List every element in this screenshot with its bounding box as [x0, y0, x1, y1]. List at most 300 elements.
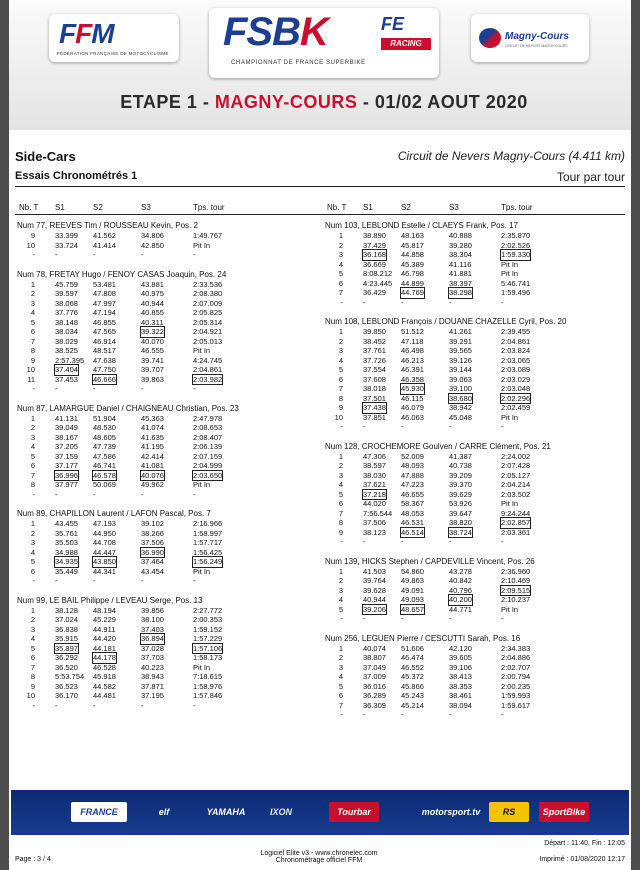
sector-3-cell: 39.741 — [141, 355, 164, 365]
sector-1-cell: 37.608 — [363, 374, 386, 384]
sector-3-cell: 43.454 — [141, 566, 164, 576]
lap-number-cell: 7 — [338, 384, 343, 393]
sector-2-cell: - — [93, 250, 96, 259]
sector-2-cell: 44.858 — [401, 250, 424, 259]
lap-time-cell: 2:03.502 — [501, 489, 531, 499]
sector-2-cell: 44.899 — [401, 278, 424, 288]
lap-number-cell: 4 — [338, 595, 343, 604]
sector-3-cell: 40.076 — [141, 470, 164, 480]
lap-number-cell: 2 — [338, 240, 343, 250]
lap-number-cell: 2 — [338, 461, 343, 470]
sector-1-cell: 39.764 — [363, 576, 386, 585]
lap-number-cell: 4 — [338, 355, 343, 365]
lap-row — [17, 606, 239, 616]
sector-3-cell: 41.881 — [449, 269, 472, 278]
lap-row — [325, 413, 566, 423]
sponsor-logo: Tourbar — [329, 802, 379, 822]
sector-3-cell: - — [449, 614, 452, 623]
lap-time-cell: - — [501, 422, 504, 431]
lap-number-cell: 4 — [338, 672, 343, 681]
ffm-logo: FFM FÉDÉRATION FRANÇAISE DE MOTOCYCLISME — [49, 14, 179, 62]
sector-1-cell: 36.289 — [363, 691, 386, 700]
software-credit: Logiciel Elite v3 - www.chronelec.com Chronométrage officiel FFM — [260, 850, 378, 864]
lap-time-cell: - — [193, 700, 196, 710]
lap-time-cell: 2:03.982 — [193, 374, 223, 384]
sector-1-cell: 5:53.754 — [55, 672, 85, 681]
lap-number-cell: 4 — [30, 634, 35, 643]
sector-3-cell: 39.629 — [449, 489, 472, 499]
lap-row — [325, 509, 566, 519]
sector-1-cell: 44.020 — [363, 499, 386, 508]
sector-3-cell: 40.944 — [141, 298, 164, 308]
sector-3-cell: 38.461 — [449, 691, 472, 700]
lap-time-cell: 2:03.048 — [501, 384, 531, 393]
sector-1-cell: 40.944 — [363, 595, 386, 604]
lap-row — [325, 461, 566, 471]
sector-2-cell: 47.565 — [93, 327, 116, 336]
lap-number-cell: 5 — [338, 489, 343, 499]
sector-1-cell: 37.024 — [55, 615, 78, 624]
lap-number-cell: - — [32, 384, 35, 393]
sector-1-cell: 45.759 — [55, 279, 78, 289]
lap-time-cell: Pit In — [501, 259, 519, 269]
sector-2-cell: 48.657 — [401, 604, 424, 614]
lap-time-cell: 2:04.886 — [501, 653, 531, 662]
sector-3-cell: 38.353 — [449, 681, 472, 691]
sector-1-cell: 38.068 — [55, 298, 78, 308]
lap-row — [325, 260, 566, 270]
lap-number-cell: 7 — [30, 662, 35, 672]
lap-time-cell: 7:18.615 — [193, 672, 223, 681]
lap-row — [17, 384, 239, 394]
lap-time-cell: 1:57.846 — [193, 691, 223, 700]
lap-row — [325, 672, 566, 682]
sector-3-cell: 39.565 — [449, 346, 472, 355]
sector-2-cell: 44.708 — [93, 538, 116, 547]
lap-time-cell: 2:03.361 — [501, 527, 531, 537]
lap-row — [325, 490, 566, 500]
results-column-right — [325, 220, 566, 729]
column-header-sector-3: S3 — [141, 203, 151, 212]
sector-2-cell: 44.181 — [93, 643, 116, 653]
lap-number-cell: 2 — [338, 653, 343, 662]
lap-time-cell: - — [501, 614, 504, 623]
sector-2-cell: 47.194 — [93, 308, 116, 317]
lap-time-cell: 2:47.978 — [193, 413, 223, 423]
lap-row — [325, 691, 566, 701]
lap-number-cell: - — [340, 614, 343, 623]
sector-2-cell: 46.666 — [93, 374, 116, 384]
sponsor-logo: elf — [158, 807, 170, 817]
sector-2-cell: 52.009 — [401, 451, 424, 461]
sponsor-logo: FRANCE — [71, 802, 127, 822]
entry-group — [17, 269, 239, 394]
sponsor-bar — [11, 790, 629, 835]
lap-time-cell: 1:59.152 — [193, 624, 223, 634]
lap-number-cell: 5 — [338, 269, 343, 278]
sector-3-cell: 39.102 — [141, 519, 164, 528]
entry-title: Num 256, LEGUEN Pierre / CESCUTTI Sarah, Pos. 16 — [325, 633, 521, 643]
sector-2-cell: 44.950 — [93, 528, 116, 538]
lap-number-cell: 2 — [30, 615, 35, 624]
sector-3-cell: 40.070 — [141, 336, 164, 346]
lap-time-cell: Pit In — [193, 662, 211, 672]
lap-number-cell: 3 — [338, 585, 343, 595]
report-mode: Tour par tour — [556, 170, 625, 184]
sector-2-cell: - — [93, 576, 96, 585]
lap-row — [325, 365, 566, 375]
sector-1-cell: - — [55, 700, 58, 710]
sector-2-cell: 47.750 — [93, 365, 116, 374]
sector-1-cell: 38.452 — [363, 336, 386, 346]
sector-1-cell: - — [55, 250, 58, 259]
sector-1-cell: 36.168 — [363, 250, 386, 259]
sector-1-cell: 38.123 — [363, 527, 386, 537]
sector-2-cell: 45.243 — [401, 691, 424, 700]
lap-time-cell: 2:10.237 — [501, 595, 531, 604]
sector-2-cell: 46.914 — [93, 336, 116, 346]
sponsor-logo: IXON — [269, 807, 292, 817]
lap-row — [325, 356, 566, 366]
divider — [15, 214, 625, 215]
sector-2-cell: 46.531 — [401, 518, 424, 527]
entry-group — [17, 508, 239, 586]
lap-time-cell: 2:08.407 — [193, 432, 223, 442]
lap-row — [17, 480, 239, 490]
sector-2-cell: 44.420 — [93, 634, 116, 643]
lap-time-cell: 1:57.229 — [193, 634, 223, 643]
lap-number-cell: 1 — [338, 566, 343, 576]
sector-3-cell: 39.370 — [449, 480, 472, 489]
sector-1-cell: 38.525 — [55, 346, 78, 355]
lap-row — [17, 337, 239, 347]
lap-time-cell: 1:57.106 — [193, 643, 223, 653]
entry-title: Num 139, HICKS Stephen / CAPDEVILLE Vincent, Pos. 26 — [325, 556, 535, 566]
lap-number-cell: 7 — [30, 336, 35, 346]
sector-1-cell: 41.503 — [363, 566, 386, 576]
sector-3-cell: 38.304 — [449, 250, 472, 259]
lap-number-cell: 1 — [338, 231, 343, 240]
lap-time-cell: 2:02.707 — [501, 662, 531, 672]
lap-row — [325, 422, 566, 432]
sponsor-logo: motorsport.tv — [421, 807, 481, 817]
sector-1-cell: 37.218 — [363, 489, 386, 499]
lap-number-cell: - — [32, 250, 35, 259]
sector-1-cell: 37.776 — [55, 308, 78, 317]
sector-2-cell: 44.481 — [93, 691, 116, 700]
sector-1-cell: 40.074 — [363, 643, 386, 653]
lap-row — [17, 433, 239, 443]
lap-number-cell: - — [32, 576, 35, 585]
lap-number-cell: 4 — [30, 547, 35, 557]
sector-2-cell: 44.341 — [93, 566, 116, 576]
lap-number-cell: 6 — [338, 374, 343, 384]
lap-number-cell: 1 — [338, 643, 343, 653]
lap-number-cell: 1 — [338, 451, 343, 461]
sector-2-cell: 51.904 — [93, 413, 116, 423]
lap-row — [325, 576, 566, 586]
sector-1-cell: 37.977 — [55, 480, 78, 489]
lap-time-cell: 2:03.089 — [501, 365, 531, 374]
lap-row — [325, 710, 566, 720]
sector-1-cell: 34.988 — [55, 547, 78, 557]
sector-3-cell: 36.990 — [141, 547, 164, 557]
entry-title: Num 78, FRETAY Hugo / FENOY CASAS Joaquin, Pos. 24 — [17, 269, 227, 279]
sector-3-cell: 38.680 — [449, 393, 472, 403]
lap-row — [17, 576, 239, 586]
entry-group — [325, 441, 566, 547]
lap-row — [325, 288, 566, 298]
sector-3-cell: - — [141, 250, 144, 259]
sector-3-cell: 40.888 — [449, 231, 472, 240]
lap-time-cell: - — [501, 297, 504, 307]
lap-row — [325, 279, 566, 289]
lap-number-cell: 9 — [30, 355, 35, 365]
lap-time-cell: 2:06.139 — [193, 442, 223, 451]
sector-1-cell: 37.404 — [55, 365, 78, 374]
sector-1-cell: 39.206 — [363, 604, 386, 614]
lap-time-cell: 2:24.002 — [501, 451, 531, 461]
lap-time-cell: 1:58.976 — [193, 681, 223, 691]
entry-title: Num 87, LAMARGUE Daniel / CHAIGNEAU Christian, Pos. 23 — [17, 403, 239, 413]
lap-number-cell: - — [340, 422, 343, 431]
column-header-lap-time: Tps. tour — [193, 203, 225, 212]
circuit-name: Circuit de Nevers Magny-Cours (4.411 km) — [397, 149, 625, 163]
sector-2-cell: 49.093 — [401, 595, 424, 604]
lap-row — [325, 403, 566, 413]
lap-number-cell: 9 — [338, 527, 343, 537]
sector-2-cell: 51.512 — [401, 327, 424, 336]
lap-time-cell: 2:27.772 — [193, 605, 223, 615]
lap-time-cell: 2:04.999 — [193, 461, 223, 470]
sector-1-cell: 34.935 — [55, 557, 78, 566]
column-header-lap-number: Nb. T — [327, 203, 347, 212]
lap-time-cell: - — [193, 384, 196, 393]
lap-row — [17, 414, 239, 424]
lap-time-cell: 2:09.515 — [501, 585, 531, 595]
sector-1-cell: 35.897 — [55, 643, 78, 653]
lap-number-cell: 8 — [338, 393, 343, 403]
sector-2-cell: 41.562 — [93, 231, 116, 240]
sector-2-cell: 49.863 — [401, 576, 424, 585]
sector-3-cell: 38.100 — [141, 615, 164, 624]
sector-2-cell: 46.063 — [401, 412, 424, 422]
session-title: Essais Chronométrés 1 — [15, 170, 138, 182]
lap-row — [325, 663, 566, 673]
sector-3-cell: 40.975 — [141, 289, 164, 298]
lap-row — [325, 480, 566, 490]
sector-1-cell: 37.621 — [363, 480, 386, 489]
lap-number-cell: 8 — [338, 518, 343, 527]
lap-time-cell: 1:59.330 — [501, 250, 531, 259]
sector-3-cell: 38.094 — [449, 700, 472, 710]
sponsor-logo: SportBike — [539, 802, 589, 822]
sector-1-cell: 8:08.212 — [363, 269, 393, 278]
sector-1-cell: 37.851 — [363, 412, 386, 422]
sector-2-cell: 46.498 — [401, 346, 424, 355]
sector-1-cell: 38.167 — [55, 432, 78, 442]
sector-1-cell: 47.306 — [363, 451, 386, 461]
lap-time-cell: 2:00.353 — [193, 615, 223, 624]
sector-3-cell: 37.871 — [141, 681, 164, 691]
lap-time-cell: 1:59.496 — [501, 288, 531, 297]
sector-1-cell: 38.034 — [55, 327, 78, 336]
sector-2-cell: 46.741 — [93, 461, 116, 470]
lap-number-cell: 7 — [338, 288, 343, 297]
sector-1-cell: 36.016 — [363, 681, 386, 691]
sector-3-cell: 40.842 — [449, 576, 472, 585]
lap-row — [325, 452, 566, 462]
sector-3-cell: 40.738 — [449, 461, 472, 470]
sector-1-cell: 36.669 — [363, 259, 386, 269]
sector-3-cell: - — [449, 297, 452, 307]
sector-3-cell: 39.707 — [141, 365, 164, 374]
lap-time-cell: Pit In — [193, 566, 211, 576]
lap-row — [325, 682, 566, 692]
column-header-lap-time: Tps. tour — [501, 203, 533, 212]
lap-row — [17, 634, 239, 644]
lap-number-cell: - — [340, 710, 343, 719]
sector-1-cell: 33.399 — [55, 231, 78, 240]
sector-1-cell: 36.429 — [363, 288, 386, 297]
sector-1-cell: 38.029 — [55, 336, 78, 346]
lap-row — [17, 691, 239, 701]
lap-number-cell: 3 — [30, 432, 35, 442]
lap-number-cell: 2 — [30, 423, 35, 432]
lap-time-cell: 2:02.296 — [501, 393, 531, 403]
sector-3-cell: 49.962 — [141, 480, 164, 489]
sector-2-cell: 48.517 — [93, 346, 116, 355]
sector-2-cell: 47.223 — [401, 480, 424, 489]
lap-row — [17, 241, 239, 251]
lap-row — [325, 298, 566, 308]
lap-time-cell: 2:07.009 — [193, 298, 223, 308]
lap-time-cell: 2:16.966 — [193, 519, 223, 528]
sector-2-cell: 58.367 — [401, 499, 424, 508]
sector-1-cell: 37.049 — [363, 662, 386, 672]
lap-time-cell: 2:04.214 — [501, 480, 531, 489]
lap-number-cell: 10 — [26, 365, 35, 374]
lap-row — [325, 250, 566, 260]
sector-2-cell: 48.053 — [401, 508, 424, 518]
sector-1-cell: 37.159 — [55, 451, 78, 461]
sector-3-cell: 43.881 — [141, 279, 164, 289]
lap-time-cell: 2:04.861 — [501, 336, 531, 346]
sector-3-cell: 39.605 — [449, 653, 472, 662]
lap-time-cell: 2:10.469 — [501, 576, 531, 585]
lap-row — [17, 346, 239, 356]
lap-time-cell: 2:04.921 — [193, 327, 223, 336]
lap-number-cell: 7 — [30, 470, 35, 480]
lap-time-cell: 2:02.459 — [501, 403, 531, 412]
lap-time-cell: 2:04.861 — [193, 365, 223, 374]
sector-1-cell: 38.030 — [363, 470, 386, 480]
lap-time-cell: Pit In — [501, 604, 519, 614]
column-header-sector-2: S2 — [93, 203, 103, 212]
sector-1-cell: 36.520 — [55, 662, 78, 672]
sector-2-cell: 51.606 — [401, 643, 424, 653]
sector-3-cell: 40.223 — [141, 662, 164, 672]
lap-time-cell: 5:46.741 — [501, 278, 531, 288]
sector-2-cell: 53.481 — [93, 279, 116, 289]
lap-row — [325, 471, 566, 481]
lap-time-cell: 2:03.824 — [501, 346, 531, 355]
sector-1-cell: 39.850 — [363, 327, 386, 336]
sector-3-cell: 42.414 — [141, 451, 164, 461]
lap-number-cell: 9 — [338, 403, 343, 412]
sector-3-cell: 41.074 — [141, 423, 164, 432]
sector-2-cell: 45.817 — [401, 240, 424, 250]
sector-1-cell: 36.170 — [55, 691, 78, 700]
sector-3-cell: 39.647 — [449, 508, 472, 518]
sector-3-cell: 38.413 — [449, 672, 472, 681]
lap-row — [17, 682, 239, 692]
lap-number-cell: 4 — [30, 308, 35, 317]
lap-time-cell: 2:36.960 — [501, 566, 531, 576]
entry-group — [17, 403, 239, 500]
lap-time-cell: 1:56.249 — [193, 557, 223, 566]
sector-3-cell: - — [449, 537, 452, 546]
lap-row — [325, 231, 566, 241]
sector-1-cell: - — [363, 710, 366, 719]
sector-2-cell: - — [93, 489, 96, 499]
column-header-lap-number: Nb. T — [19, 203, 39, 212]
sector-1-cell: - — [55, 576, 58, 585]
lap-time-cell: 1:59.993 — [501, 691, 531, 700]
sector-3-cell: 45.048 — [449, 412, 472, 422]
lap-row — [325, 241, 566, 251]
sector-2-cell: 49.091 — [401, 585, 424, 595]
sector-2-cell: 45.229 — [93, 615, 116, 624]
lap-time-cell: 2:08.653 — [193, 423, 223, 432]
sector-2-cell: 46.358 — [401, 374, 424, 384]
sector-3-cell: - — [141, 700, 144, 710]
sector-2-cell: 47.638 — [93, 355, 116, 365]
sector-1-cell: 35.761 — [55, 528, 78, 538]
sector-2-cell: - — [93, 384, 96, 393]
sector-1-cell: 36.292 — [55, 653, 78, 662]
lap-row — [17, 327, 239, 337]
lap-row — [325, 337, 566, 347]
sector-2-cell: 50.069 — [93, 480, 116, 489]
sector-3-cell: 36.894 — [141, 634, 164, 643]
sector-3-cell: 37.195 — [141, 691, 164, 700]
lap-number-cell: 4 — [30, 442, 35, 451]
sector-1-cell: 38.128 — [55, 605, 78, 615]
lap-number-cell: 6 — [30, 327, 35, 336]
lap-number-cell: 2 — [338, 336, 343, 346]
sector-2-cell: 46.213 — [401, 355, 424, 365]
lap-time-cell: Pit In — [193, 480, 211, 489]
sector-2-cell: 44.447 — [93, 547, 116, 557]
lap-row — [17, 653, 239, 663]
lap-time-cell: - — [193, 576, 196, 585]
lap-time-cell: 1:59.617 — [501, 700, 531, 710]
lap-number-cell: 1 — [30, 519, 35, 528]
sector-3-cell: 44.771 — [449, 604, 472, 614]
lap-row — [17, 471, 239, 481]
sector-1-cell: 7:56.544 — [363, 508, 393, 518]
lap-time-cell: 2:35.870 — [501, 231, 531, 240]
lap-row — [17, 548, 239, 558]
lap-number-cell: 3 — [338, 470, 343, 480]
lap-time-cell: 9:24.244 — [501, 508, 531, 518]
lap-number-cell: 3 — [30, 298, 35, 308]
entry-group — [17, 595, 239, 711]
entry-title: Num 128, CROCHEMORE Goulven / CARRE Clément, Pos. 21 — [325, 441, 551, 451]
class-title: Side-Cars — [15, 149, 76, 164]
sector-2-cell: 46.798 — [401, 269, 424, 278]
